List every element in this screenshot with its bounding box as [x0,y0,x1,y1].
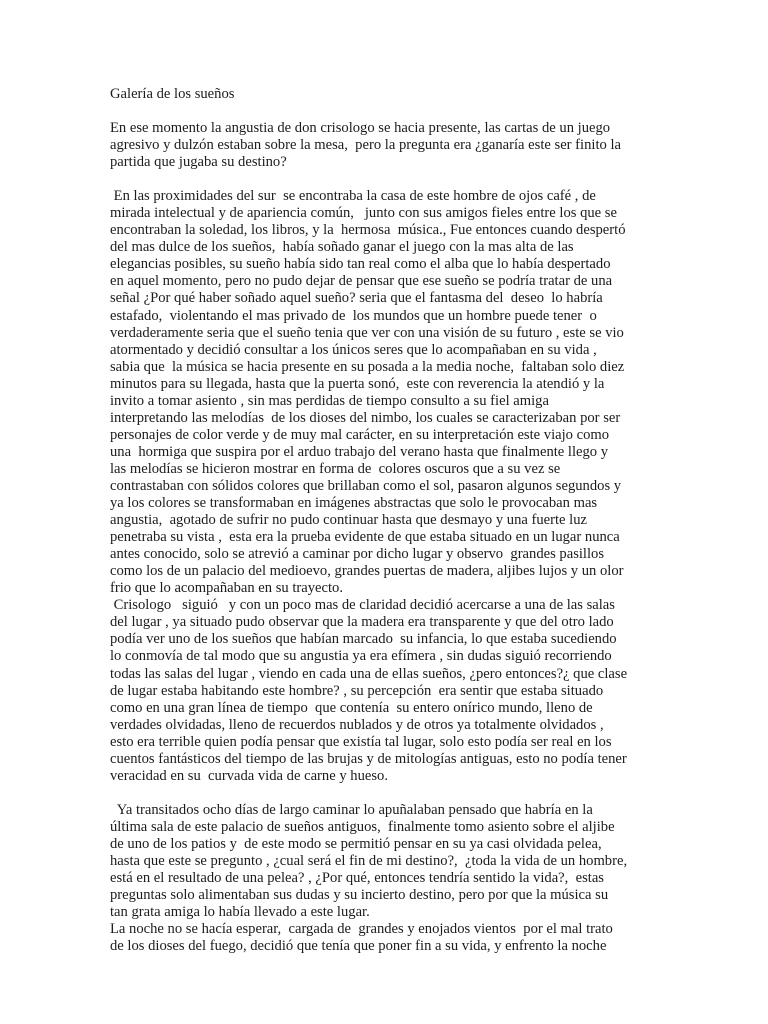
text-line: una hormiga que suspira por el arduo trabajo del verano hasta que finalmente llego y [110,443,609,460]
text-line: penetraba su vista , esta era la prueba evidente de que estaba situado en un lugar nunca [110,529,620,546]
document-body [110,120,658,955]
text-line: Ya transitados ocho días de largo caminar lo apuñalaban pensado que habría en la [110,801,593,818]
text-line: en aquel momento, pero no pudo dejar de pensar que ese sueño se podría tratar de una [110,273,613,290]
text-line: de los dioses del fuego, decidió que tenía que poner fin a su vida, y enfrento la noche [110,938,607,955]
text-line: como en una gran línea de tiempo que contenía su entero onírico mundo, lleno de [110,699,593,716]
text-line: agresivo y dulzón estaban sobre la mesa, pero la pregunta era ¿ganaría este ser finito la [110,137,621,154]
text-line: de uno de los patios y de este modo se permitió pensar en su ya casi olvidada pelea, [110,835,602,852]
text-line: cuentos fantásticos del tiempo de las brujas y de mitologías antiguas, esto no podía tener [110,750,627,767]
text-line: ya los colores se transformaban en imágenes abstractas que solo le provocaban mas [110,495,598,512]
text-line: En ese momento la angustia de don crisologo se hacia presente, las cartas de un juego [110,120,611,137]
text-line: señal ¿Por qué haber soñado aquel sueño? seria que el fantasma del deseo lo habría [110,290,603,307]
text-line: de lugar estaba habitando este hombre? , su percepción era sentir que estaba situado [110,682,604,699]
text-line: angustia, agotado de sufrir no pudo continuar hasta que desmayo y una fuerte luz [110,512,587,529]
text-line: frio que lo acompañaban en su trayecto. [110,580,344,597]
text-line: verdaderamente seria que el sueño tenia que ver con una visión de su futuro , este se vio [110,324,624,341]
text-line: antes conocido, solo se atrevió a caminar por dicho lugar y observo grandes pasillos [110,546,605,563]
text-line: partida que jugaba su destino? [110,154,287,171]
text-line: La noche no se hacía esperar, cargada de grandes y enojados vientos por el mal trato [110,921,613,938]
text-line: veracidad en su curvada vida de carne y hueso. [110,767,388,784]
text-line: las melodías se hicieron mostrar en forma de colores oscuros que a su vez se [110,460,561,477]
text-line: del lugar , ya situado pudo observar que la madera era transparente y que del otro lado [110,614,614,631]
text-line: todas las salas del lugar , viendo en cada una de ellas sueños, ¿pero entonces?¿ que clase [110,665,628,682]
paragraph-gap [110,171,658,188]
text-line: mirada intelectual y de apariencia común, junto con sus amigos fieles entre los que se [110,205,617,222]
text-line: estafado, violentando el mas privado de los mundos que un hombre puede tener o [110,307,597,324]
paragraph [110,188,658,785]
text-line: preguntas solo alimentaban sus dudas y su incierto destino, pero por que la música su [110,887,609,904]
text-line: hasta que este se pregunto , ¿cual será el fin de mi destino?, ¿toda la vida de un hombre, [110,852,628,869]
text-line: contrastaban con sólidos colores que brillaban como el sol, pasaron algunos segundos y [110,477,622,494]
text-line: personajes de color verde y de muy mal carácter, en su interpretación este viajo como [110,426,610,443]
text-line: invito a tomar asiento , sin mas perdidas de tiempo consulto a su fiel amiga [110,392,549,409]
text-line: lo conmovía de tal modo que su angustia ya era efímera , sin dudas siguió recorriendo [110,648,612,665]
document-title: Galería de los sueños [110,86,235,102]
text-line: del mas dulce de los sueños, había soñado ganar el juego con la mas alta de las [110,239,574,256]
text-line: como los de un palacio del medioevo, grandes puertas de madera, aljibes lujos y un olor [110,563,624,580]
paragraph-gap [110,785,658,802]
text-line: interpretando las melodías de los dioses del nimbo, los cuales se caracterizaban por ser [110,409,621,426]
text-line: elegancias posibles, su sueño había sido tan real como el alba que lo había despertado [110,256,611,273]
paragraph [110,120,658,171]
text-line: sabia que la música se hacia presente en su posada a la media noche, faltaban solo diez [110,358,625,375]
text-line: tan grata amiga lo había llevado a este lugar. [110,904,370,921]
text-line: última sala de este palacio de sueños antiguos, finalmente tomo asiento sobre el aljibe [110,818,615,835]
text-line: En las proximidades del sur se encontraba la casa de este hombre de ojos café , de [110,188,596,205]
text-line: minutos para su llegada, hasta que la puerta sonó, este con reverencia la atendió y la [110,375,605,392]
paragraph [110,802,658,955]
text-line: atormentado y decidió consultar a los únicos seres que lo acompañaban en su vida , [110,341,597,358]
text-line: está en el resultado de una pelea? , ¿Por qué, entonces tendría sentido la vida?, estas [110,870,604,887]
text-line: encontraban la soledad, los libros, y la hermosa música., Fue entonces cuando despertó [110,222,626,239]
text-line: esto era terrible quien podía pensar que existía tal lugar, solo esto podía ser real en los [110,733,612,750]
text-line: podía ver uno de los sueños que habían marcado su infancia, lo que estaba sucediendo [110,631,617,648]
text-line: verdades olvidadas, lleno de recuerdos nublados y de otros ya totalmente olvidados , [110,716,604,733]
text-line: Crisologo siguió y con un poco mas de claridad decidió acercarse a una de las salas [110,597,615,614]
